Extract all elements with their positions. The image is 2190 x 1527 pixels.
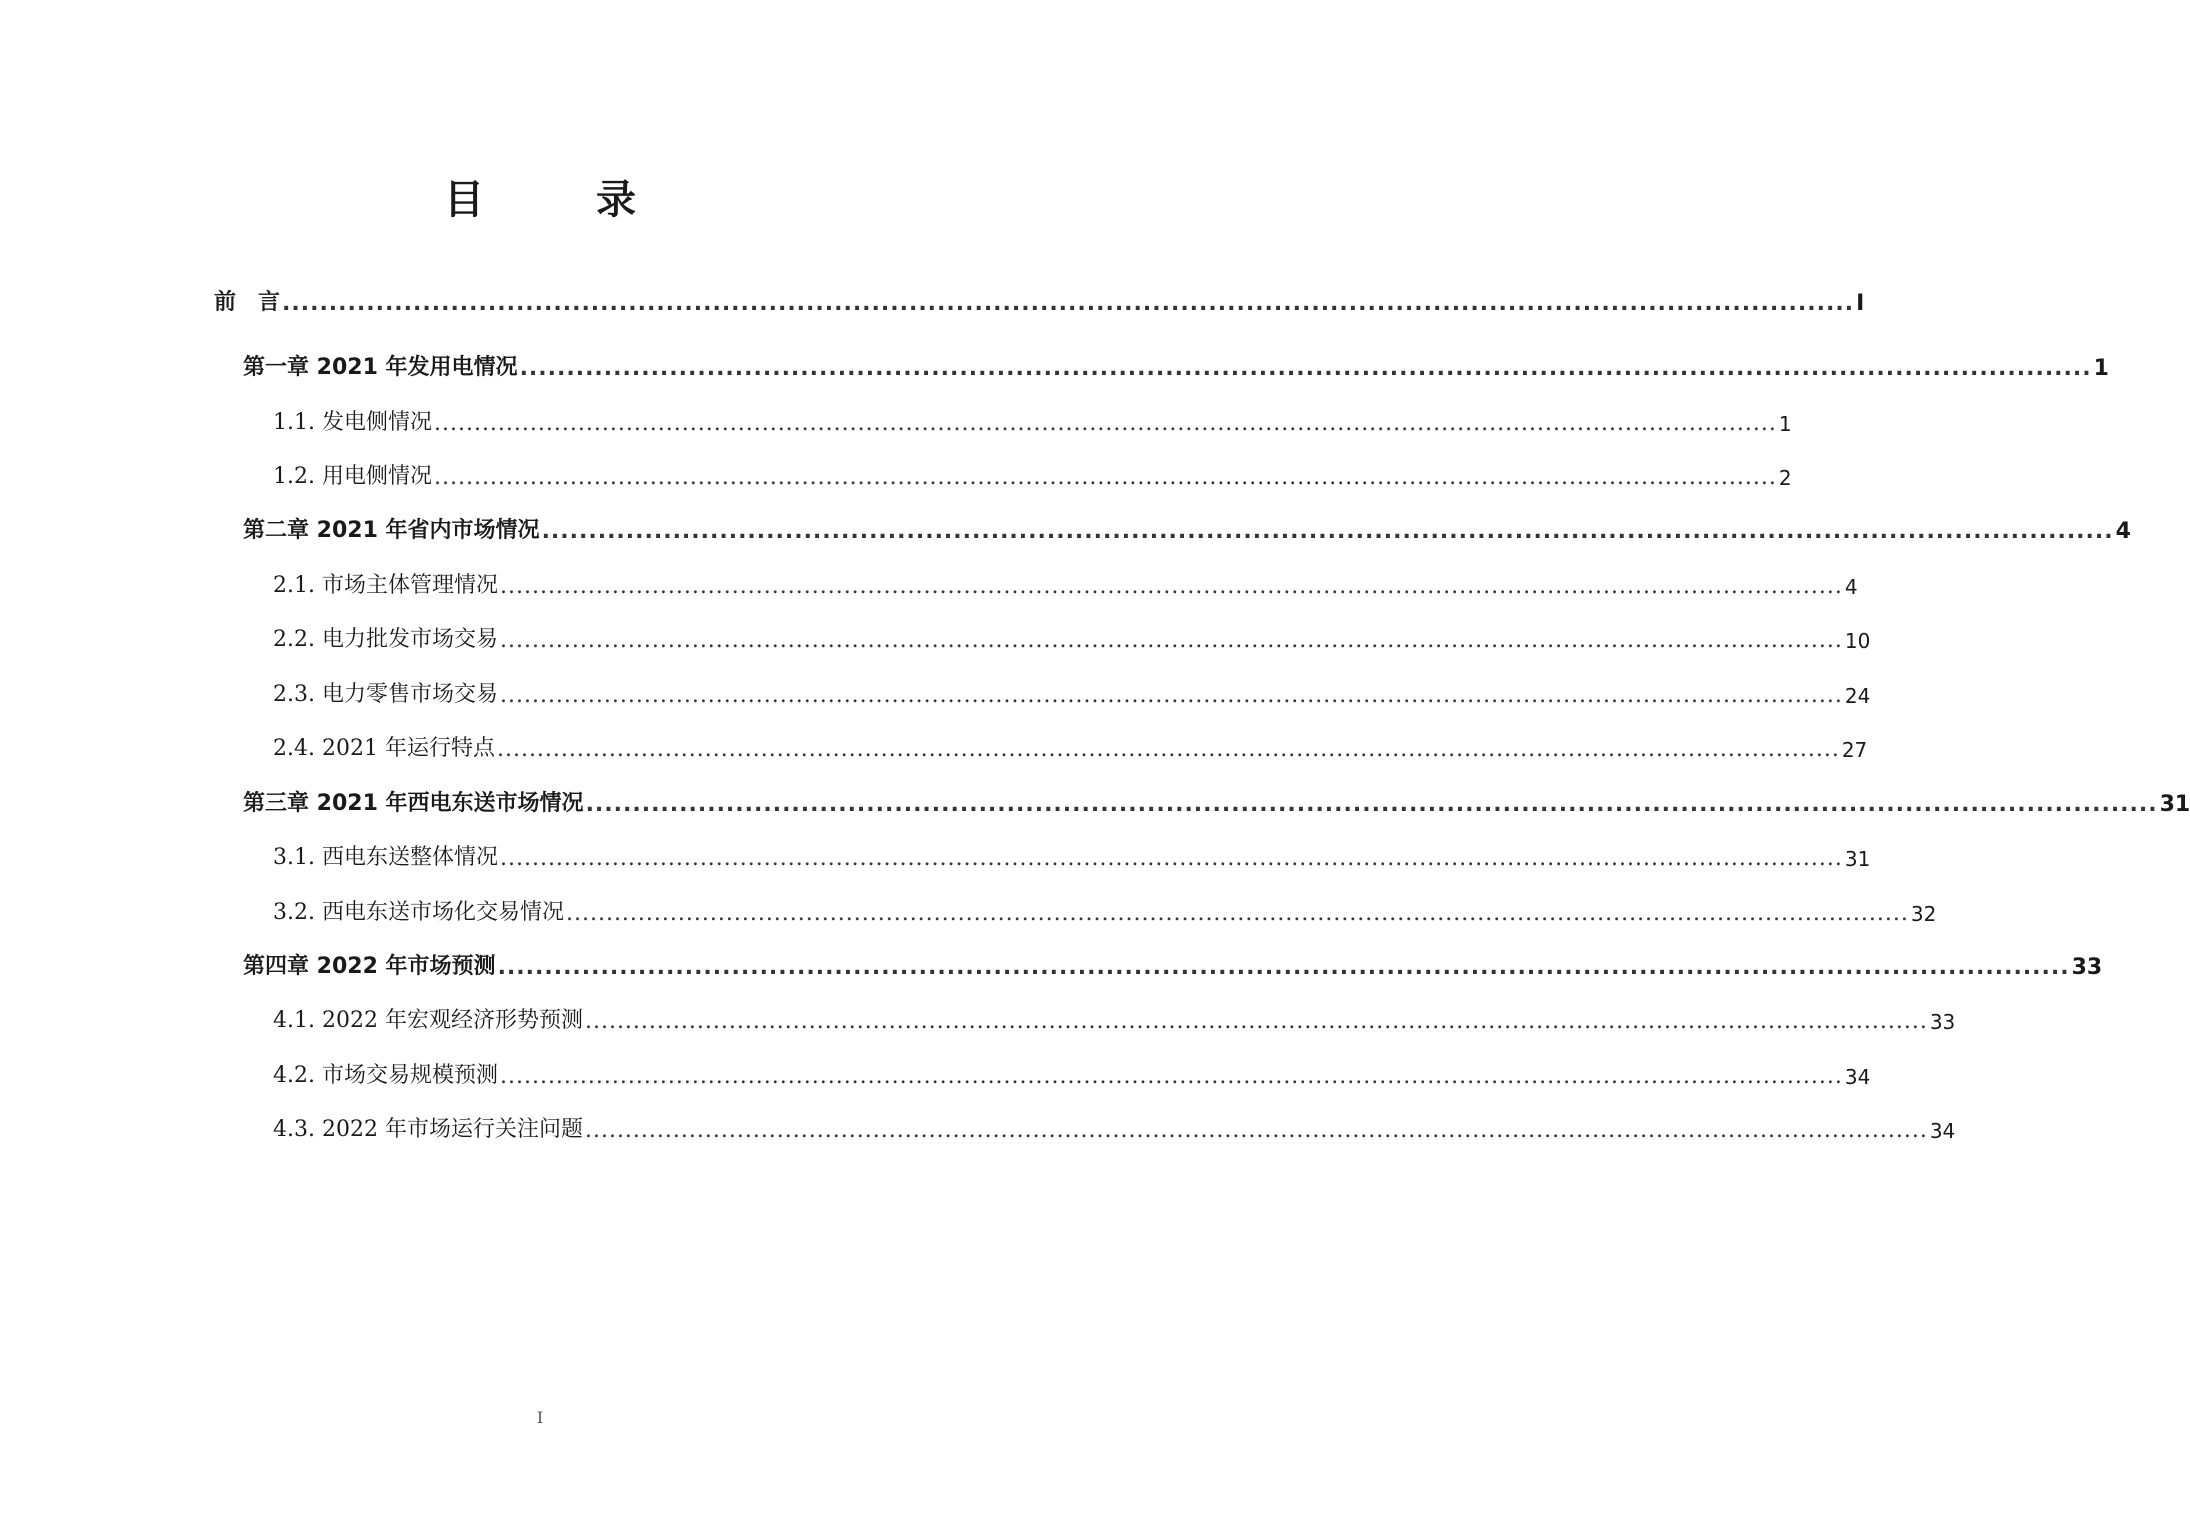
toc-entry-label: 2.3. 电力零售市场交易	[273, 682, 498, 707]
dot-leader: ........................................................................................................................................................................	[584, 1009, 1928, 1034]
toc-entry-chapter-3[interactable]	[243, 777, 2190, 817]
toc-entry-label: 2.4. 2021 年运行特点	[273, 736, 495, 761]
toc-entry-page: 24	[1844, 684, 1871, 708]
toc-entry-page: 27	[1841, 738, 1868, 762]
toc-entry-label: 3.1. 西电东送整体情况	[273, 845, 498, 870]
dot-leader: ........................................................................................................................................................................	[499, 846, 1843, 871]
toc-entry-chapter-2[interactable]	[243, 504, 2131, 544]
toc-entry-label: 第二章 2021 年省内市场情况	[243, 518, 540, 543]
page-title: 目 录	[444, 177, 672, 223]
toc-entry-label: 4.1. 2022 年宏观经济形势预测	[273, 1008, 583, 1033]
toc-entry-section-1-2[interactable]	[273, 450, 1792, 490]
toc-entry-page: 31	[2159, 792, 2190, 817]
toc-entry-section-2-1[interactable]	[273, 559, 1858, 599]
toc-entry-label: 4.2. 市场交易规模预测	[273, 1063, 498, 1088]
toc-entry-page: I	[1856, 291, 1865, 316]
toc-entry-page: 1	[1778, 412, 1792, 436]
toc-entry-section-2-4[interactable]	[273, 722, 1868, 762]
toc-entry-label: 1.1. 发电侧情况	[273, 410, 432, 435]
toc-entry-section-3-2[interactable]	[273, 886, 1937, 926]
toc-entry-chapter-4[interactable]	[243, 940, 2103, 980]
toc-entry-preface[interactable]	[214, 276, 1865, 316]
dot-leader: ........................................................................................................................................................................	[499, 628, 1843, 653]
toc-entry-page: 2	[1778, 466, 1792, 490]
toc-entry-label: 1.2. 用电侧情况	[273, 464, 432, 489]
dot-leader: ........................................................................................................................................................................	[282, 291, 1855, 316]
toc-entry-label: 3.2. 西电东送市场化交易情况	[273, 900, 564, 925]
toc-entry-page: 33	[2071, 955, 2103, 980]
toc-entry-section-1-1[interactable]	[273, 396, 1792, 436]
dot-leader: ........................................................................................................................................................................	[496, 737, 1840, 762]
toc-entry-label: 第四章 2022 年市场预测	[243, 954, 496, 979]
toc-entry-section-4-1[interactable]	[273, 994, 1956, 1034]
toc-entry-page: 10	[1844, 629, 1871, 653]
toc-entry-section-2-3[interactable]	[273, 668, 1871, 708]
toc-entry-label: 2.1. 市场主体管理情况	[273, 573, 498, 598]
toc-entry-page: 4	[1844, 575, 1858, 599]
toc-entry-label: 2.2. 电力批发市场交易	[273, 627, 498, 652]
toc-entry-page: 31	[1844, 847, 1871, 871]
footer-page-number: I	[536, 1408, 544, 1427]
dot-leader: ........................................................................................................................................................................	[541, 519, 2114, 544]
dot-leader: ........................................................................................................................................................................	[499, 683, 1843, 708]
toc-entry-page: 33	[1929, 1010, 1956, 1034]
toc-entry-label: 4.3. 2022 年市场运行关注问题	[273, 1117, 583, 1142]
toc-entry-section-4-3[interactable]	[273, 1103, 1956, 1143]
toc-entry-section-4-2[interactable]	[273, 1049, 1871, 1089]
toc-entry-page: 1	[2093, 356, 2109, 381]
dot-leader: ........................................................................................................................................................................	[584, 1118, 1928, 1143]
dot-leader: ........................................................................................................................................................................	[585, 792, 2158, 817]
toc-entry-page: 32	[1910, 902, 1937, 926]
toc-entry-label: 前 言	[214, 290, 281, 315]
toc-entry-page: 34	[1844, 1065, 1871, 1089]
dot-leader: ........................................................................................................................................................................	[433, 465, 1777, 490]
dot-leader: ........................................................................................................................................................................	[519, 356, 2092, 381]
toc-entry-page: 4	[2115, 519, 2131, 544]
dot-leader: ........................................................................................................................................................................	[497, 955, 2070, 980]
toc-entry-chapter-1[interactable]	[243, 341, 2109, 381]
dot-leader: ........................................................................................................................................................................	[499, 574, 1843, 599]
toc-entry-label: 第三章 2021 年西电东送市场情况	[243, 791, 584, 816]
dot-leader: ........................................................................................................................................................................	[433, 411, 1777, 436]
toc-entry-section-2-2[interactable]	[273, 613, 1871, 653]
dot-leader: ........................................................................................................................................................................	[565, 901, 1909, 926]
dot-leader: ........................................................................................................................................................................	[499, 1064, 1843, 1089]
toc-entry-label: 第一章 2021 年发用电情况	[243, 355, 518, 380]
toc-entry-section-3-1[interactable]	[273, 831, 1871, 871]
toc-entry-page: 34	[1929, 1119, 1956, 1143]
